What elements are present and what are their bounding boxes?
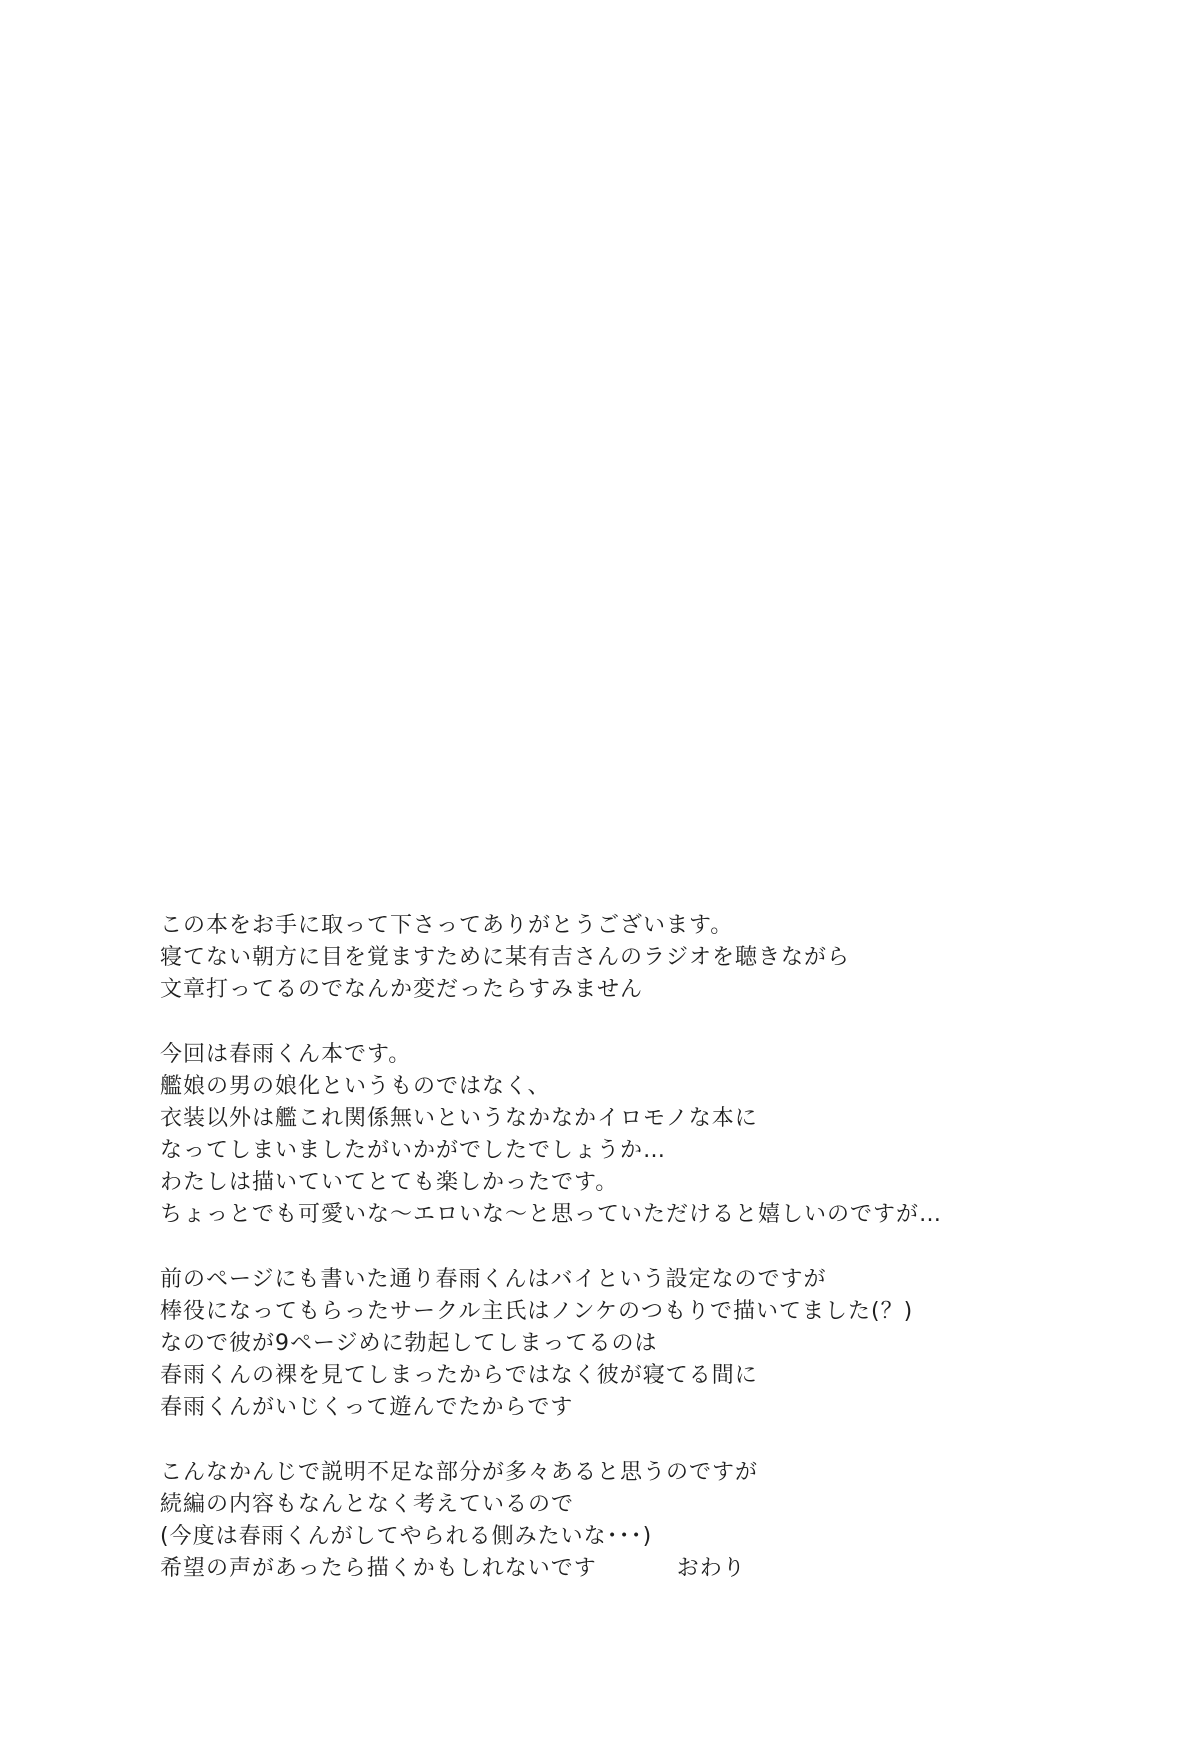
signoff-text: おわり <box>676 1556 746 1581</box>
text-line: わたしは描いていてとても楽しかったです。 <box>160 1170 619 1195</box>
text-line: 希望の声があったら描くかもしれないです <box>160 1556 597 1581</box>
paragraph-about-book <box>160 1039 1160 1231</box>
closing-line <box>160 1553 1160 1585</box>
text-line: 文章打ってるのでなんか変だったらすみません <box>160 977 644 1002</box>
afterword-text-block <box>160 910 1160 1618</box>
text-line: 艦娘の男の娘化というものではなく、 <box>160 1074 551 1099</box>
text-line: ちょっとでも可愛いな～エロいな～と思っていただけると嬉しいのですが… <box>160 1202 943 1227</box>
text-line: なので彼が9ページめに勃起してしまってるのは <box>160 1331 658 1356</box>
paragraph-setting-notes <box>160 1264 1160 1424</box>
text-line: こんなかんじで説明不足な部分が多々あると思うのですが <box>160 1460 759 1485</box>
text-line: 棒役になってもらったサークル主氏はノンケのつもりで描いてました(？) <box>160 1299 914 1324</box>
text-line: なってしまいましたがいかがでしたでしょうか… <box>160 1138 667 1163</box>
text-line: 春雨くんがいじくって遊んでたからです <box>160 1395 574 1420</box>
text-line: 衣装以外は艦これ関係無いというなかなかイロモノな本に <box>160 1106 758 1131</box>
paragraph-closing <box>160 1457 1160 1585</box>
text-line: 寝てない朝方に目を覚ますために某有吉さんのラジオを聴きながら <box>160 945 851 970</box>
text-line: 続編の内容もなんとなく考えているので <box>160 1492 575 1517</box>
text-line: 前のページにも書いた通り春雨くんはバイという設定なのですが <box>160 1267 827 1292</box>
text-line: (今度は春雨くんがしてやられる側みたいな･･･) <box>160 1524 653 1549</box>
paragraph-thanks <box>160 910 1160 1006</box>
text-line: 春雨くんの裸を見てしまったからではなく彼が寝てる間に <box>160 1363 758 1388</box>
text-line: この本をお手に取って下さってありがとうございます。 <box>160 913 734 938</box>
text-line: 今回は春雨くん本です。 <box>160 1042 412 1067</box>
